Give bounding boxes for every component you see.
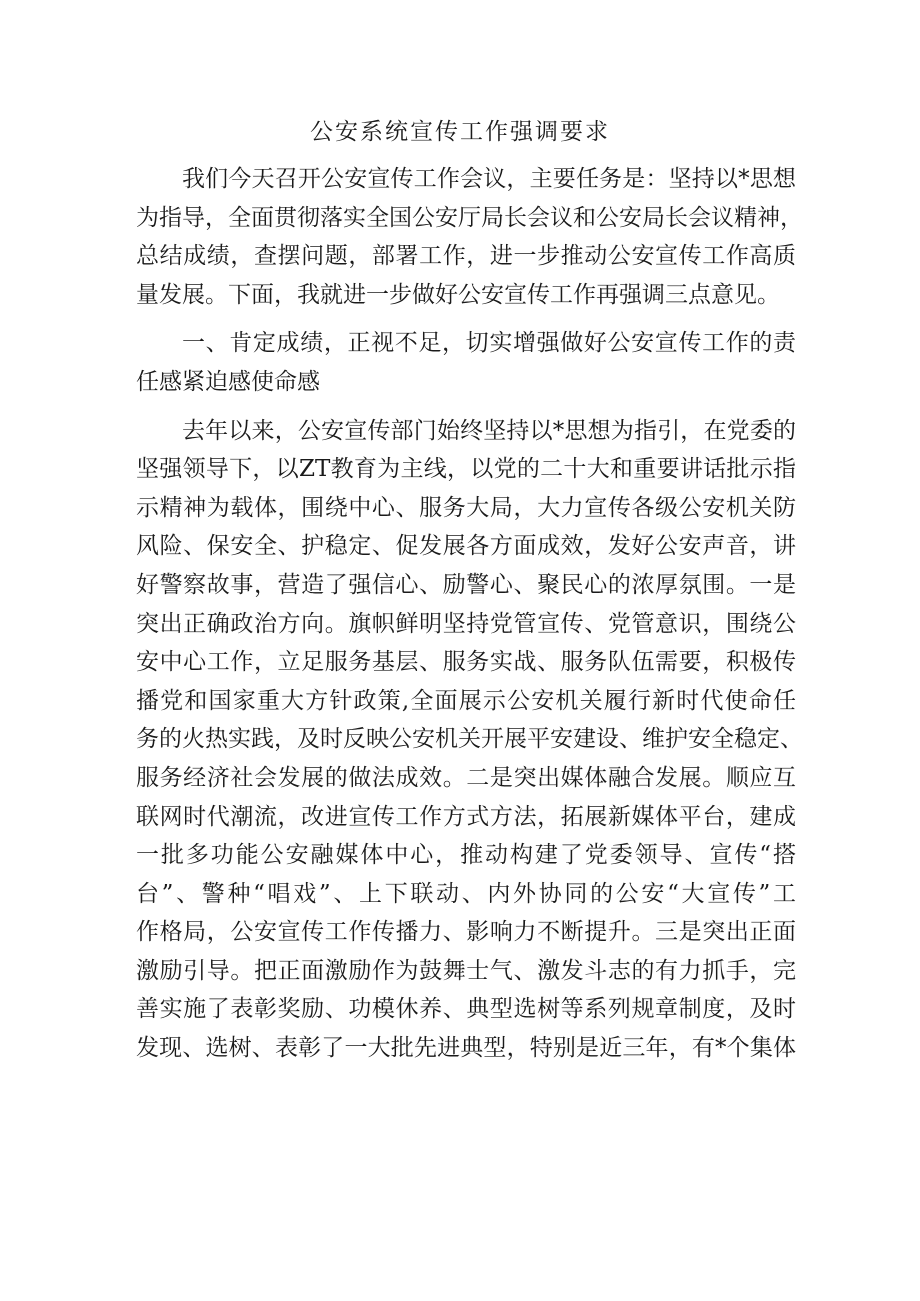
section-heading-line: 任感紧迫感使命感 [136, 368, 320, 395]
paragraph-3-line: 激励引导。把正面激励作为鼓舞士气、激发斗志的有力抓手，完 [136, 957, 796, 984]
paragraph-3-line: 去年以来，公安宣传部门始终坚持以*思想为指引，在党委的 [182, 417, 796, 444]
paragraph-3-line: 一批多功能公安融媒体中心，推动构建了党委领导、宣传“搭 [136, 842, 796, 869]
paragraph-3-line: 坚强领导下，以ZT教育为主线，以党的二十大和重要讲话批示指 [136, 456, 796, 483]
paragraph-1-line: 量发展。下面，我就进一步做好公安宣传工作再强调三点意见。 [136, 281, 780, 308]
paragraph-1-line: 总结成绩，查摆问题，部署工作，进一步推动公安宣传工作高质 [136, 243, 796, 270]
document-title: 公安系统宣传工作强调要求 [310, 119, 610, 145]
paragraph-3-line: 善实施了表彰奖励、功模休养、典型选树等系列规章制度，及时 [136, 996, 796, 1023]
paragraph-3-line: 服务经济社会发展的做法成效。二是突出媒体融合发展。顺应互 [136, 764, 796, 791]
section-heading-line: 一、肯定成绩，正视不足，切实增强做好公安宣传工作的责 [182, 330, 796, 357]
paragraph-1-line: 为指导，全面贯彻落实全国公安厅局长会议和公安局长会议精神， [136, 204, 803, 231]
document-body [136, 160, 803, 1068]
paragraph-3-line: 联网时代潮流，改进宣传工作方式方法，拓展新媒体平台，建成 [136, 803, 796, 830]
paragraph-3-line: 播党和国家重大方针政策,全面展示公安机关履行新时代使命任 [136, 687, 796, 714]
paragraph-1-line: 我们今天召开公安宣传工作会议，主要任务是：坚持以*思想 [182, 166, 796, 192]
paragraph-3-line: 突出正确政治方向。旗帜鲜明坚持党管宣传、党管意识，围绕公 [136, 610, 796, 637]
paragraph-3-line: 台”、警种“唱戏”、上下联动、内外协同的公安“大宣传”工 [136, 880, 796, 907]
paragraph-3-line: 作格局，公安宣传工作传播力、影响力不断提升。三是突出正面 [136, 919, 796, 946]
paragraph-3-line: 发现、选树、表彰了一大批先进典型，特别是近三年，有*个集体 [136, 1035, 796, 1062]
paragraph-3-line: 安中心工作，立足服务基层、服务实战、服务队伍需要，积极传 [136, 649, 796, 676]
paragraph-3-line: 风险、保安全、护稳定、促发展各方面成效，发好公安声音，讲 [136, 533, 796, 560]
paragraph-3-line: 务的火热实践，及时反映公安机关开展平安建设、维护安全稳定、 [136, 726, 803, 753]
paragraph-3-line: 示精神为载体，围绕中心、服务大局，大力宣传各级公安机关防 [136, 494, 796, 521]
paragraph-3-line: 好警察故事，营造了强信心、励警心、聚民心的浓厚氛围。一是 [136, 571, 796, 598]
